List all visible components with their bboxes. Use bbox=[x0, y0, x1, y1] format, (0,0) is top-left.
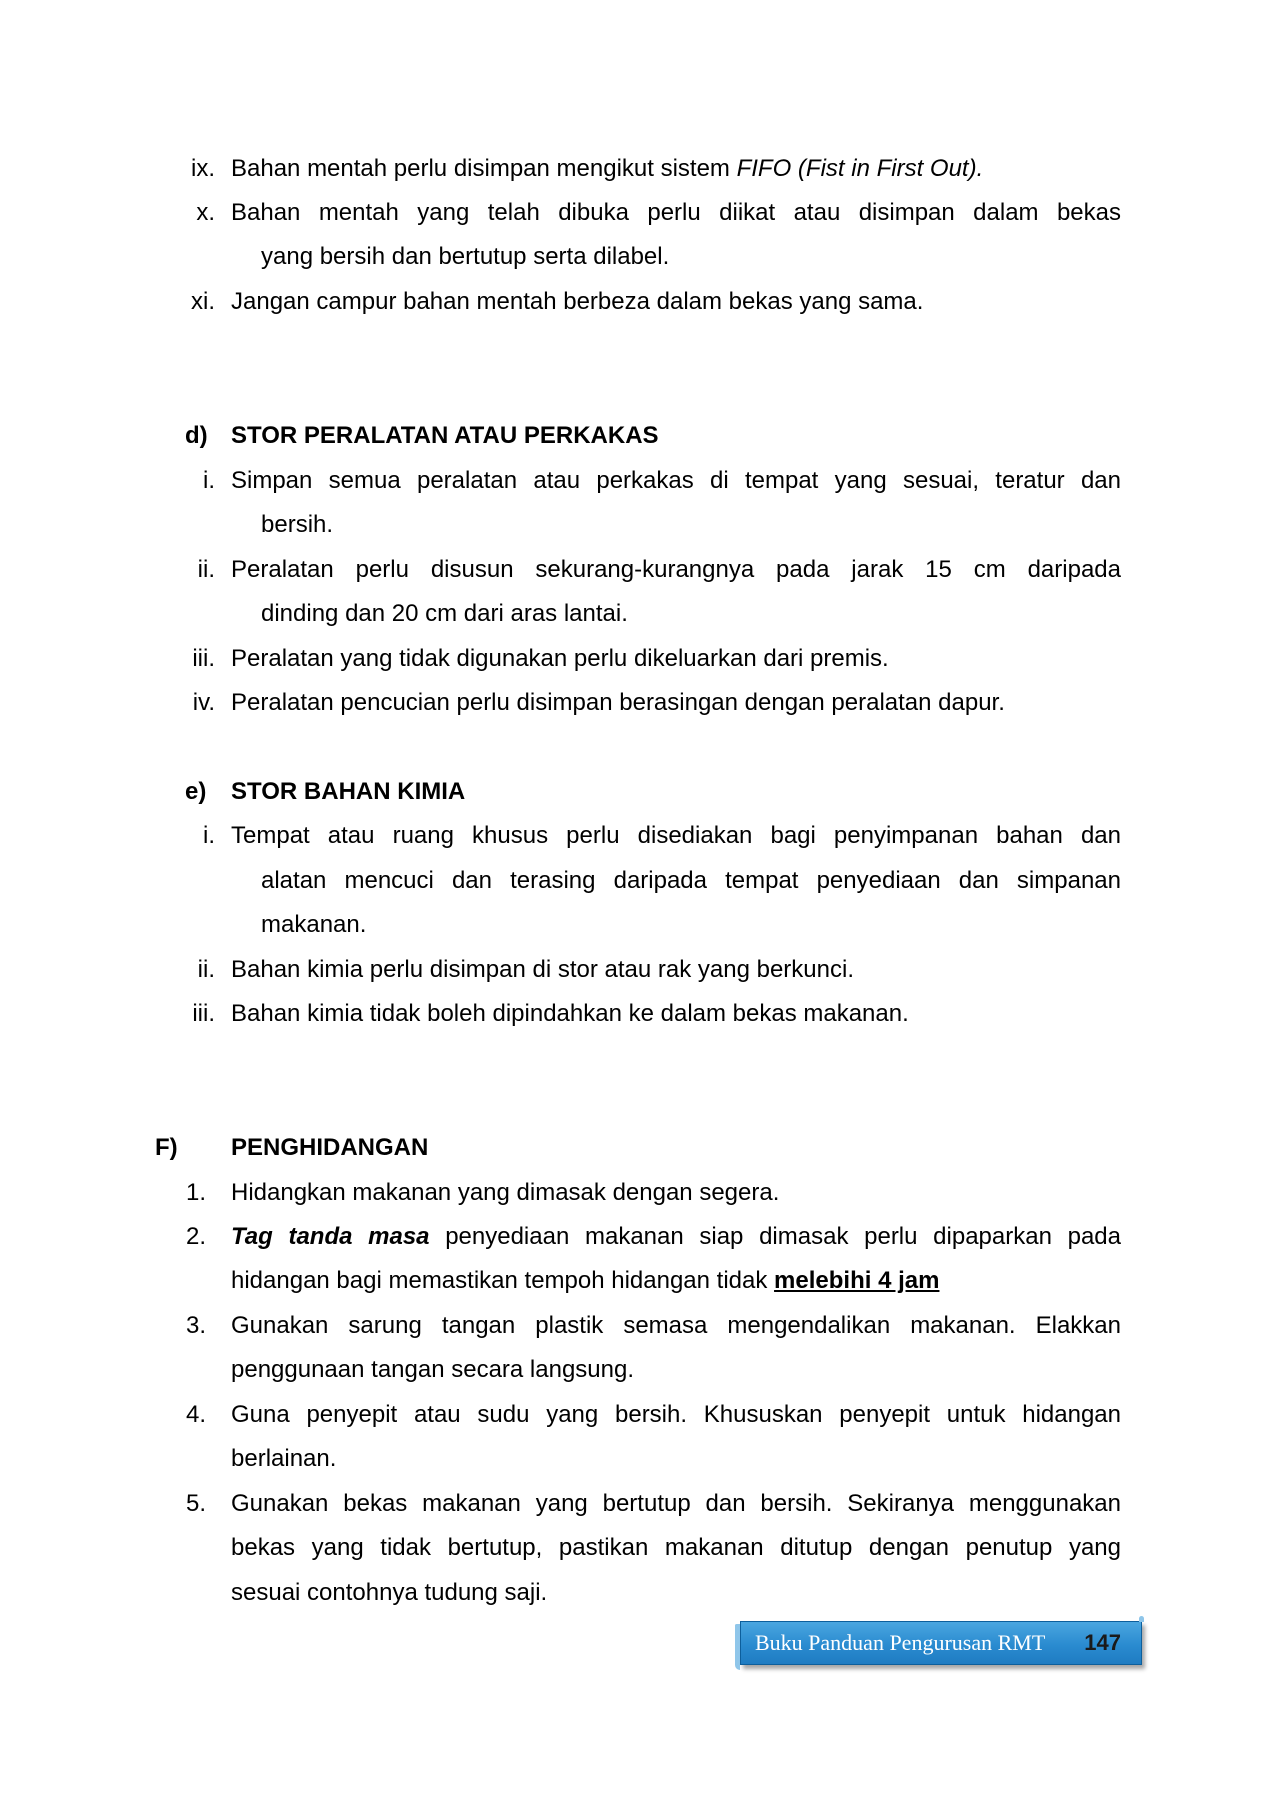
list-item-text: Bahan mentah perlu disimpan mengikut sistem bbox=[231, 155, 737, 182]
list-number: iii. bbox=[192, 1000, 215, 1027]
list-item: Peralatan pencucian perlu disimpan berasingan dengan peralatan dapur. bbox=[231, 689, 1005, 716]
section-f-letter: F) bbox=[155, 1134, 178, 1161]
list-number: xi. bbox=[191, 288, 215, 315]
list-item-text: hidangan bagi memastikan tempoh hidangan tidak bbox=[231, 1267, 775, 1294]
list-number: ii. bbox=[197, 556, 215, 583]
list-number: 3. bbox=[185, 1312, 206, 1339]
list-item-continuation: bersih. bbox=[261, 511, 334, 538]
list-number: iii. bbox=[192, 645, 215, 672]
list-item-continuation: yang bersih dan bertutup serta dilabel. bbox=[261, 243, 670, 270]
list-item-continuation: dinding dan 20 cm dari aras lantai. bbox=[261, 600, 628, 627]
list-item: Bahan kimia perlu disimpan di stor atau rak yang berkunci. bbox=[231, 956, 854, 983]
list-item: Peralatan yang tidak digunakan perlu dikeluarkan dari premis. bbox=[231, 645, 889, 672]
list-item: Bahan mentah yang telah dibuka perlu diikat atau disimpan dalam bekas bbox=[231, 199, 1121, 226]
list-number: i. bbox=[203, 822, 215, 849]
list-item: Guna penyepit atau sudu yang bersih. Khususkan penyepit untuk hidangan bbox=[231, 1401, 1121, 1428]
list-item-continuation: penggunaan tangan secara langsung. bbox=[231, 1356, 635, 1383]
time-limit-emphasis: melebihi 4 jam bbox=[774, 1267, 940, 1294]
list-item: Tempat atau ruang khusus perlu disediakan bagi penyimpanan bahan dan bbox=[231, 822, 1121, 849]
list-item: Gunakan sarung tangan plastik semasa mengendalikan makanan. Elakkan bbox=[231, 1312, 1121, 1339]
list-item: Jangan campur bahan mentah berbeza dalam bekas yang sama. bbox=[231, 288, 924, 315]
list-item bbox=[231, 154, 983, 184]
list-number: ii. bbox=[197, 956, 215, 983]
section-d-letter: d) bbox=[185, 422, 208, 449]
list-item-continuation bbox=[231, 1266, 939, 1296]
list-item: Hidangkan makanan yang dimasak dengan segera. bbox=[231, 1179, 780, 1206]
list-item-continuation: sesuai contohnya tudung saji. bbox=[231, 1579, 548, 1606]
footer-banner bbox=[740, 1621, 1142, 1665]
footer-book-title: Buku Panduan Pengurusan RMT bbox=[755, 1630, 1046, 1655]
list-item-text: penyediaan makanan siap dimasak perlu dipaparkan pada bbox=[429, 1223, 1121, 1250]
list-item: Gunakan bekas makanan yang bertutup dan bersih. Sekiranya menggunakan bbox=[231, 1490, 1121, 1517]
list-item bbox=[231, 1222, 1121, 1252]
list-number: 4. bbox=[185, 1401, 206, 1428]
section-f-title: PENGHIDANGAN bbox=[231, 1134, 429, 1161]
list-number: i. bbox=[203, 467, 215, 494]
list-number: ix. bbox=[191, 155, 215, 182]
list-number: 2. bbox=[185, 1223, 206, 1250]
list-number: 1. bbox=[185, 1179, 206, 1206]
section-d-title: STOR PERALATAN ATAU PERKAKAS bbox=[231, 422, 659, 449]
list-item-continuation: bekas yang tidak bertutup, pastikan makanan ditutup dengan penutup yang bbox=[231, 1534, 1121, 1561]
list-number: iv. bbox=[192, 689, 215, 716]
list-item-continuation: makanan. bbox=[261, 911, 367, 938]
list-item-continuation: alatan mencuci dan terasing daripada tempat penyediaan dan simpanan bbox=[261, 867, 1121, 894]
list-item: Peralatan perlu disusun sekurang-kurangnya pada jarak 15 cm daripada bbox=[231, 556, 1121, 583]
section-e-title: STOR BAHAN KIMIA bbox=[231, 778, 466, 805]
tag-tanda-masa: Tag tanda masa bbox=[231, 1223, 430, 1250]
fifo-term: FIFO (Fist in First Out). bbox=[736, 155, 984, 182]
list-item-continuation: berlainan. bbox=[231, 1445, 337, 1472]
section-e-letter: e) bbox=[185, 778, 207, 805]
list-item: Simpan semua peralatan atau perkakas di tempat yang sesuai, teratur dan bbox=[231, 467, 1121, 494]
list-number: 5. bbox=[185, 1490, 206, 1517]
list-number: x. bbox=[196, 199, 215, 226]
list-item: Bahan kimia tidak boleh dipindahkan ke dalam bekas makanan. bbox=[231, 1000, 909, 1027]
page-number: 147 bbox=[1084, 1630, 1121, 1655]
